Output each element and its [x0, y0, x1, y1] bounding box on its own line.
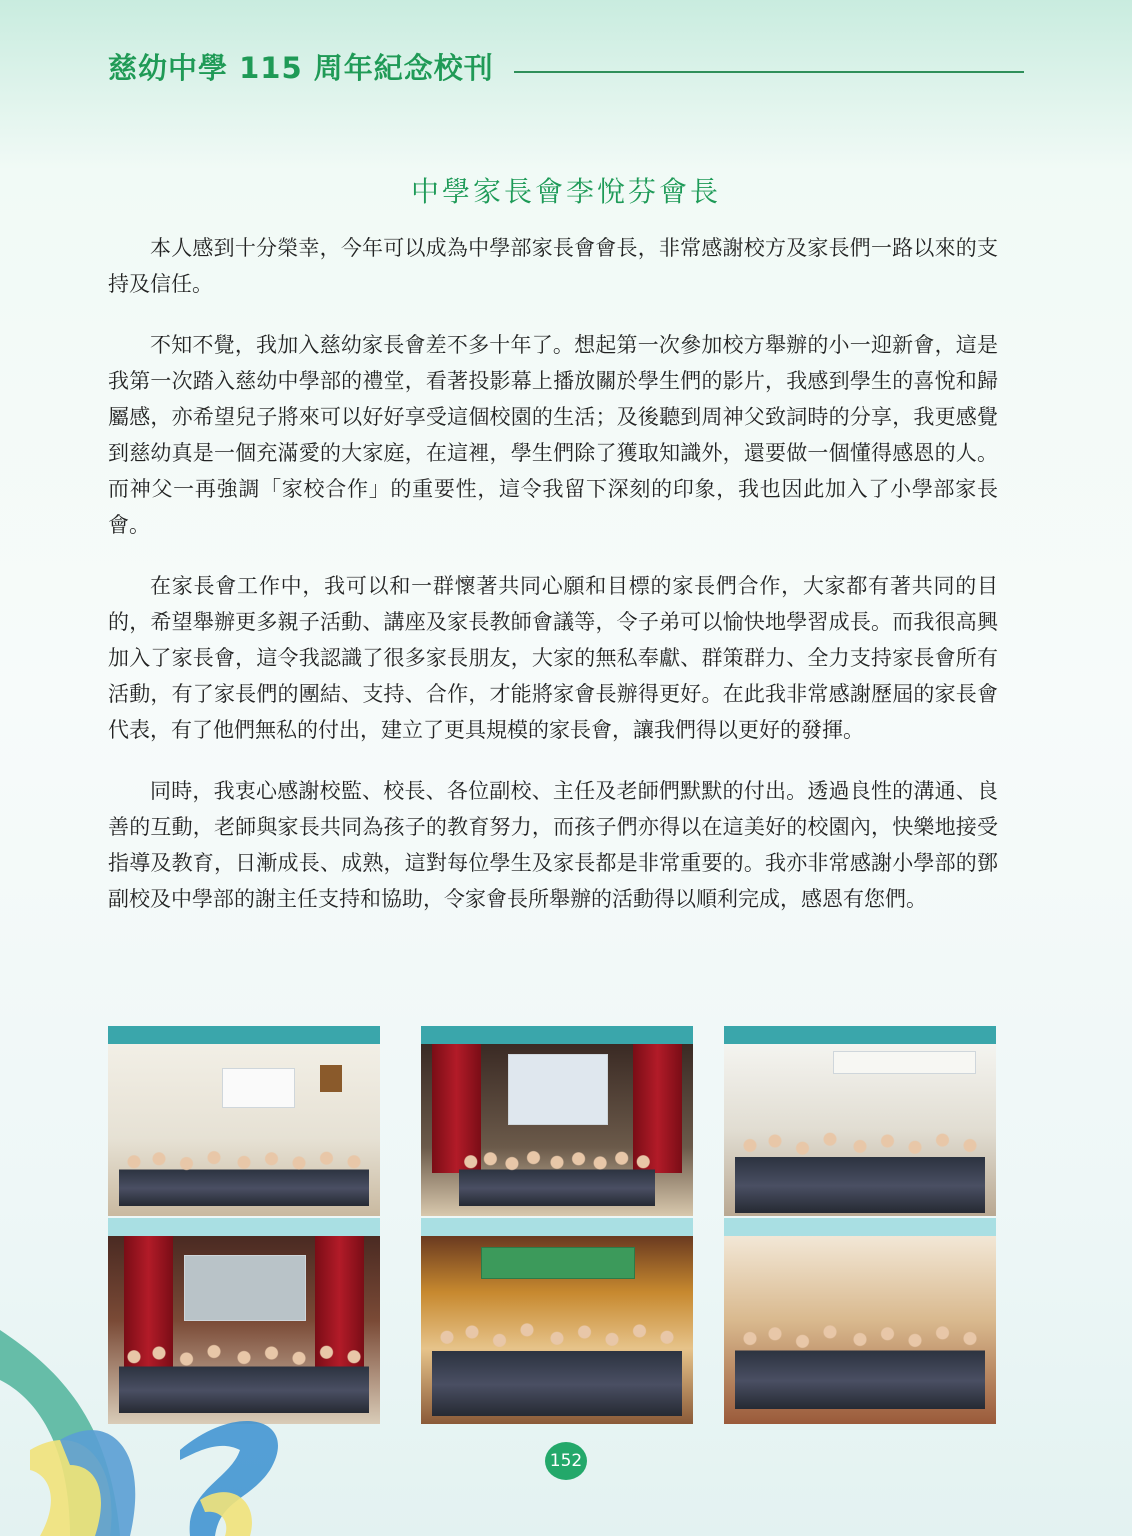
publication-title: 慈幼中學 115 周年紀念校刊 — [108, 51, 494, 85]
decorative-ribbon — [0, 1300, 300, 1536]
photo-lobby-group — [724, 1026, 996, 1216]
paragraph-1: 本人感到十分榮幸，今年可以成為中學部家長會會長，非常感謝校方及家長們一路以來的支持及信任。 — [108, 236, 998, 296]
photo-restaurant-group — [724, 1218, 996, 1424]
page-number-badge: 152 — [545, 1442, 587, 1480]
paragraph-3: 在家長會工作中，我可以和一群懷著共同心願和目標的家長們合作，大家都有著共同的目的，希望舉辦更多親子活動、講座及家長教師會議等，令子弟可以愉快地學習成長。而我很高興加入了家長會，這令我認識了很多家長朋友，大家的無私奉獻、群策群力、全力支持家長會所有活動，有了家長們的團結、支持、合作，才能將家會長辦得更好。在此我非常感謝歷屆的家長會代表，有了他們無私的付出，建立了更具規模的家長會，讓我們得以更好的發揮。 — [108, 574, 998, 742]
photo-hall-screen-group — [421, 1026, 693, 1216]
article-title: 中學家長會李悅芬會長 — [410, 175, 721, 208]
photo-classroom-group — [108, 1026, 380, 1216]
photo-banquet-group — [421, 1218, 693, 1424]
paragraph-4: 同時，我衷心感謝校監、校長、各位副校、主任及老師們默默的付出。透過良性的溝通、良善的互動，老師與家長共同為孩子的教育努力，而孩子們亦得以在這美好的校園內，快樂地接受指導及教育，日漸成長、成熟，這對每位學生及家長都是非常重要的。我亦非常感謝小學部的鄧副校及中學部的謝主任支持和協助，令家會長所舉辦的活動得以順利完成，感恩有您們。 — [108, 779, 998, 911]
article-body — [108, 230, 998, 942]
paragraph-2: 不知不覺，我加入慈幼家長會差不多十年了。想起第一次參加校方舉辦的小一迎新會，這是我第一次踏入慈幼中學部的禮堂，看著投影幕上播放關於學生們的影片，我感到學生的喜悅和歸屬感，亦希望兒子將來可以好好享受這個校園的生活；及後聽到周神父致詞時的分享，我更感覺到慈幼真是一個充滿愛的大家庭，在這裡，學生們除了獲取知識外，還要做一個懂得感恩的人。而神父一再強調「家校合作」的重要性，這令我留下深刻的印象，我也因此加入了小學部家長會。 — [108, 333, 998, 537]
header-rule — [514, 71, 1024, 73]
